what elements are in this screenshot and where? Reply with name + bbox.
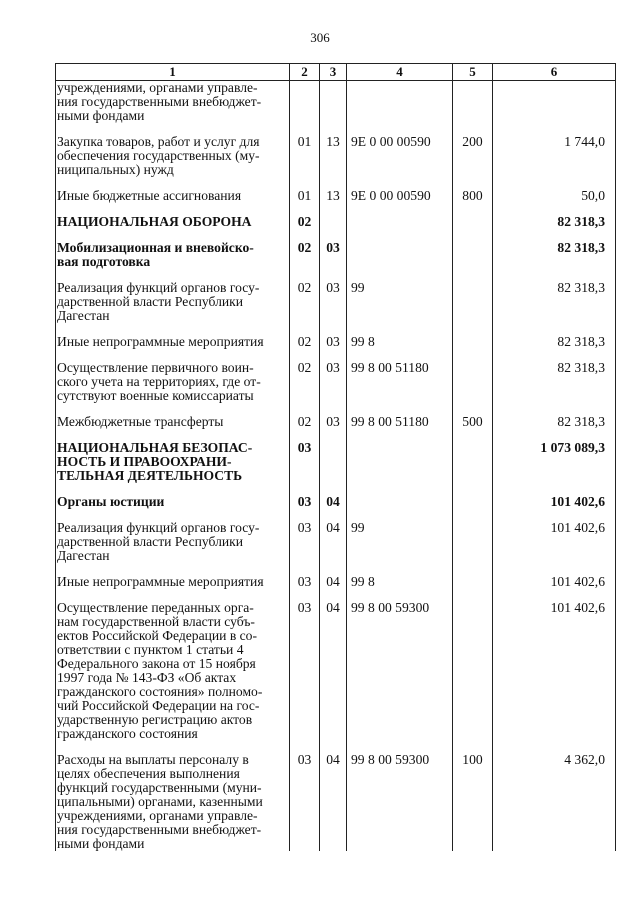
row-amount: [493, 81, 616, 136]
row-expense-type: [453, 335, 493, 361]
row-section: 02: [290, 335, 320, 361]
row-amount: 50,0: [493, 189, 616, 215]
row-name: НАЦИОНАЛЬНАЯ ОБОРОНА: [56, 215, 290, 241]
row-subsection: 04: [320, 521, 347, 575]
row-amount: 82 318,3: [493, 361, 616, 415]
row-expense-type: [453, 495, 493, 521]
row-target-article: 99 8: [347, 575, 453, 601]
row-target-article: 99: [347, 281, 453, 335]
table-row: [56, 575, 616, 601]
table-body: [56, 81, 616, 852]
table-header: [56, 64, 616, 81]
row-name: Осуществление первичного воин- ского учета на территориях, где от- сутствуют военные комиссариаты: [56, 361, 290, 415]
row-name: Расходы на выплаты персоналу в целях обеспечения выполнения функций государственными (муни- ципальными) органами, казенными учреждениями, органами управле- ния государственными внебюджет- ными фондами: [56, 753, 290, 851]
row-subsection: 03: [320, 335, 347, 361]
row-section: 01: [290, 135, 320, 189]
row-expense-type: [453, 601, 493, 753]
col-header-2: 2: [290, 64, 320, 81]
table-row: [56, 135, 616, 189]
table-row: [56, 521, 616, 575]
row-subsection: 13: [320, 189, 347, 215]
row-subsection: 13: [320, 135, 347, 189]
row-name: Реализация функций органов госу- дарственной власти Республики Дагестан: [56, 521, 290, 575]
table-row: [56, 241, 616, 281]
row-name: Иные непрограммные мероприятия: [56, 335, 290, 361]
row-expense-type: [453, 241, 493, 281]
row-section: 02: [290, 361, 320, 415]
row-expense-type: 100: [453, 753, 493, 851]
row-section: 02: [290, 215, 320, 241]
col-header-3: 3: [320, 64, 347, 81]
row-name: Иные непрограммные мероприятия: [56, 575, 290, 601]
row-target-article: [347, 495, 453, 521]
row-subsection: [320, 215, 347, 241]
row-subsection: [320, 441, 347, 495]
row-amount: 82 318,3: [493, 215, 616, 241]
row-amount: 4 362,0: [493, 753, 616, 851]
row-name: Реализация функций органов госу- дарственной власти Республики Дагестан: [56, 281, 290, 335]
table-row: [56, 189, 616, 215]
col-header-4: 4: [347, 64, 453, 81]
row-section: 03: [290, 753, 320, 851]
page-number: 306: [310, 30, 330, 45]
row-section: 02: [290, 281, 320, 335]
row-target-article: [347, 441, 453, 495]
row-section: 01: [290, 189, 320, 215]
row-section: [290, 81, 320, 136]
row-name: Межбюджетные трансферты: [56, 415, 290, 441]
row-section: 03: [290, 495, 320, 521]
row-target-article: 9Е 0 00 00590: [347, 135, 453, 189]
row-target-article: 99: [347, 521, 453, 575]
row-expense-type: 800: [453, 189, 493, 215]
table-row: [56, 361, 616, 415]
row-target-article: [347, 81, 453, 136]
budget-table: [55, 63, 616, 851]
row-section: 03: [290, 601, 320, 753]
row-expense-type: 500: [453, 415, 493, 441]
row-name: НАЦИОНАЛЬНАЯ БЕЗОПАС- НОСТЬ И ПРАВООХРАНИ- ТЕЛЬНАЯ ДЕЯТЕЛЬНОСТЬ: [56, 441, 290, 495]
row-section: 03: [290, 575, 320, 601]
table-row: [56, 81, 616, 136]
row-expense-type: [453, 361, 493, 415]
row-section: 03: [290, 521, 320, 575]
row-subsection: 03: [320, 241, 347, 281]
row-name: Иные бюджетные ассигнования: [56, 189, 290, 215]
table-row: [56, 753, 616, 851]
row-subsection: 03: [320, 281, 347, 335]
row-target-article: 99 8 00 59300: [347, 753, 453, 851]
row-name: Закупка товаров, работ и услуг для обеспечения государственных (му- ниципальных) нужд: [56, 135, 290, 189]
row-expense-type: [453, 215, 493, 241]
row-amount: 1 744,0: [493, 135, 616, 189]
row-amount: 1 073 089,3: [493, 441, 616, 495]
table-row: [56, 335, 616, 361]
row-amount: 82 318,3: [493, 415, 616, 441]
row-amount: 82 318,3: [493, 241, 616, 281]
row-amount: 82 318,3: [493, 335, 616, 361]
row-subsection: 04: [320, 601, 347, 753]
row-expense-type: [453, 81, 493, 136]
row-target-article: 99 8 00 51180: [347, 415, 453, 441]
row-section: 03: [290, 441, 320, 495]
row-amount: 101 402,6: [493, 601, 616, 753]
row-section: 02: [290, 415, 320, 441]
table-row: [56, 495, 616, 521]
row-target-article: 99 8 00 51180: [347, 361, 453, 415]
row-subsection: 04: [320, 575, 347, 601]
row-subsection: 03: [320, 361, 347, 415]
col-header-5: 5: [453, 64, 493, 81]
col-header-6: 6: [493, 64, 616, 81]
row-target-article: 99 8 00 59300: [347, 601, 453, 753]
row-expense-type: [453, 281, 493, 335]
table-row: [56, 415, 616, 441]
row-subsection: [320, 81, 347, 136]
row-name: Осуществление переданных орга- нам государственной власти субъ- ектов Российской Федерации в со- ответствии с пунктом 1 статьи 4 Федерального закона от 15 ноября 1997 года № 143-ФЗ «Об актах гражданского состояния» полномо- чий Российской Федерации на гос- ударственную регистрацию актов гражданского состояния: [56, 601, 290, 753]
row-amount: 101 402,6: [493, 495, 616, 521]
row-expense-type: 200: [453, 135, 493, 189]
row-target-article: [347, 241, 453, 281]
row-subsection: 03: [320, 415, 347, 441]
row-target-article: 99 8: [347, 335, 453, 361]
row-target-article: 9Е 0 00 00590: [347, 189, 453, 215]
col-header-1: 1: [56, 64, 290, 81]
row-name: учреждениями, органами управле- ния государственными внебюджет- ными фондами: [56, 81, 290, 136]
row-name: Органы юстиции: [56, 495, 290, 521]
row-amount: 101 402,6: [493, 521, 616, 575]
row-expense-type: [453, 441, 493, 495]
row-section: 02: [290, 241, 320, 281]
table-row: [56, 441, 616, 495]
row-subsection: 04: [320, 495, 347, 521]
row-name: Мобилизационная и вневойско- вая подготовка: [56, 241, 290, 281]
table-row: [56, 215, 616, 241]
row-amount: 101 402,6: [493, 575, 616, 601]
row-target-article: [347, 215, 453, 241]
row-amount: 82 318,3: [493, 281, 616, 335]
row-subsection: 04: [320, 753, 347, 851]
table-row: [56, 601, 616, 753]
table-row: [56, 281, 616, 335]
row-expense-type: [453, 575, 493, 601]
row-expense-type: [453, 521, 493, 575]
